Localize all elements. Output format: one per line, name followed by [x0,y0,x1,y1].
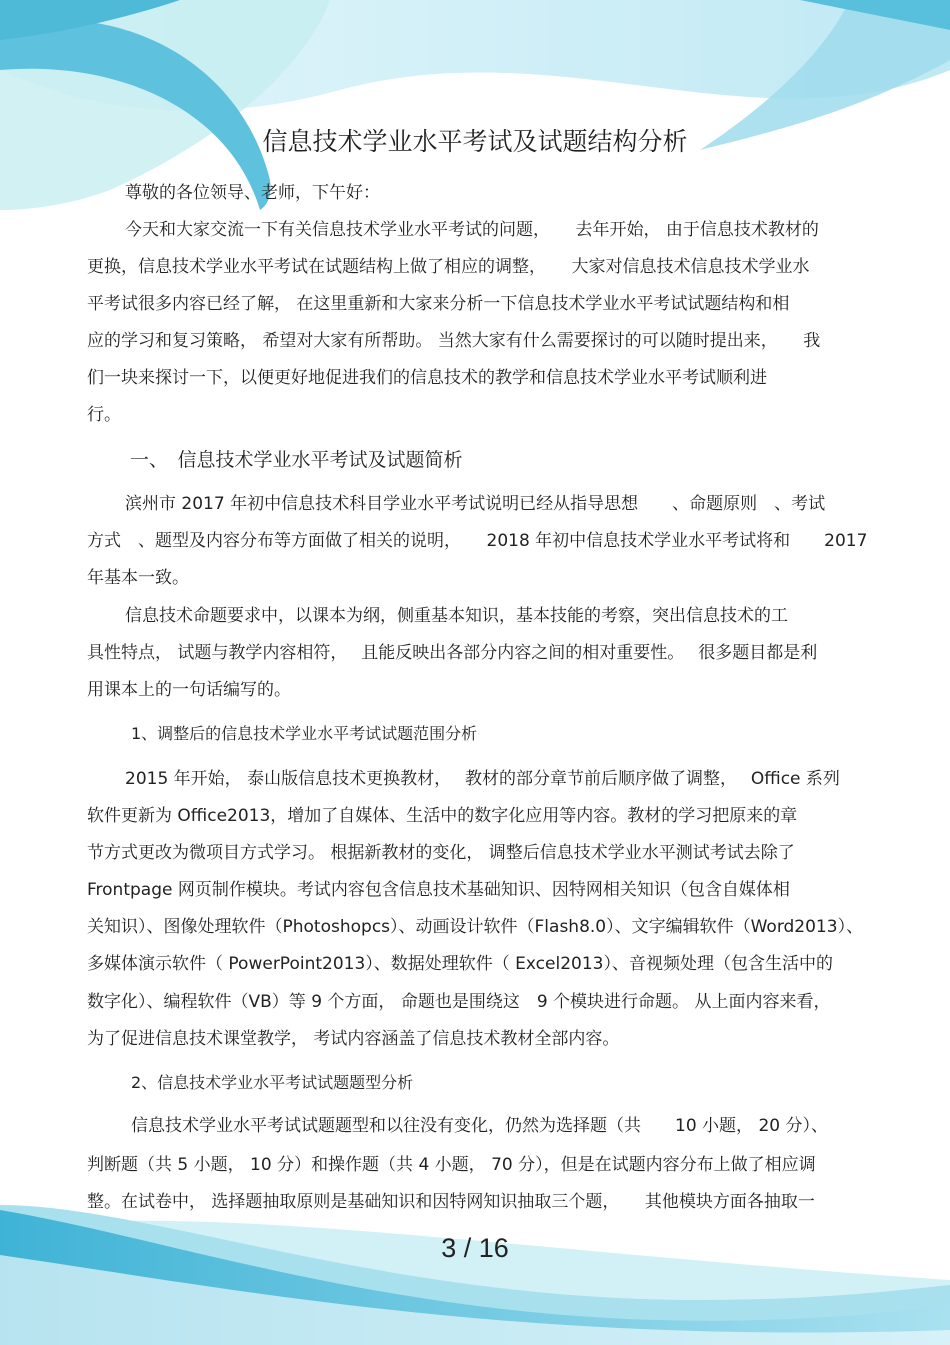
section1-para1-line: 方式 、题型及内容分布等方面做了相关的说明， 2018 年初中信息技术学业水平考试将和 2017 [87,531,868,551]
section1-para2-line: 用课本上的一句话编写的。 [87,680,291,700]
subsection2-line: 判断题（共 5 小题， 10 分）和操作题（共 4 小题， 70 分），但是在试题内容分布上做了相应调 [87,1155,816,1175]
subsection1-line: 为了促进信息技术课堂教学， 考试内容涵盖了信息技术教材全部内容。 [87,1029,620,1049]
subsection1-line: 多媒体演示软件（ PowerPoint2013）、数据处理软件（ Excel2013）、音视频处理（包含生活中的 [87,954,833,974]
subsection2-line: 整。在试卷中， 选择题抽取原则是基础知识和因特网知识抽取三个题， 其他模块方面各抽取一 [87,1192,815,1212]
subsection-heading-2: 2、信息技术学业水平考试试题题型分析 [131,1073,414,1092]
subsection2-line: 信息技术学业水平考试试题题型和以往没有变化，仍然为选择题（共 10 小题， 20 分）、 [131,1116,828,1136]
intro-line: 行。 [87,405,121,425]
greeting: 尊敬的各位领导、老师，下午好： [125,183,380,203]
section1-para2-line: 具性特点， 试题与教学内容相符， 且能反映出各部分内容之间的相对重要性。 很多题目都是利 [87,643,818,663]
intro-line: 今天和大家交流一下有关信息技术学业水平考试的问题， 去年开始， 由于信息技术教材的 [125,220,819,240]
document-title: 信息技术学业水平考试及试题结构分析 [262,127,688,156]
section-heading-1: 一、 信息技术学业水平考试及试题简析 [130,449,463,471]
section1-para2-line: 信息技术命题要求中，以课本为纲，侧重基本知识，基本技能的考察，突出信息技术的工 [125,606,788,626]
subsection1-line: 数字化）、编程软件（VB）等 9 个方面， 命题也是围绕这 9 个模块进行命题。 从上面内容来看， [87,992,831,1012]
intro-line: 应的学习和复习策略， 希望对大家有所帮助。 当然大家有什么需要探讨的可以随时提出来， 我 [87,331,821,351]
intro-line: 更换，信息技术学业水平考试在试题结构上做了相应的调整， 大家对信息技术信息技术学业水 [87,257,810,277]
intro-line: 们一块来探讨一下，以便更好地促进我们的信息技术的教学和信息技术学业水平考试顺利进 [87,368,767,388]
subsection1-line: 节方式更改为微项目方式学习。 根据新教材的变化， 调整后信息技术学业水平测试考试去除了 [87,843,795,863]
section1-para1-line: 年基本一致。 [87,568,189,588]
subsection1-line: 2015 年开始， 泰山版信息技术更换教材， 教材的部分章节前后顺序做了调整， Office 系列 [125,769,840,789]
subsection1-line: 软件更新为 Office2013，增加了自媒体、生活中的数字化应用等内容。教材的学习把原来的章 [87,806,798,826]
page-number: 3 / 16 [441,1233,509,1263]
subsection1-line: Frontpage 网页制作模块。考试内容包含信息技术基础知识、因特网相关知识（包含自媒体相 [87,880,790,900]
intro-line: 平考试很多内容已经了解， 在这里重新和大家来分析一下信息技术学业水平考试试题结构和相 [87,294,790,314]
section1-para1-line: 滨州市 2017 年初中信息技术科目学业水平考试说明已经从指导思想 、命题原则 、考试 [125,494,826,514]
subsection-heading-1: 1、调整后的信息技术学业水平考试试题范围分析 [131,724,478,743]
subsection1-line: 关知识）、图像处理软件（Photoshopcs）、动画设计软件（Flash8.0）、文字编辑软件（Word2013）、 [87,917,864,937]
